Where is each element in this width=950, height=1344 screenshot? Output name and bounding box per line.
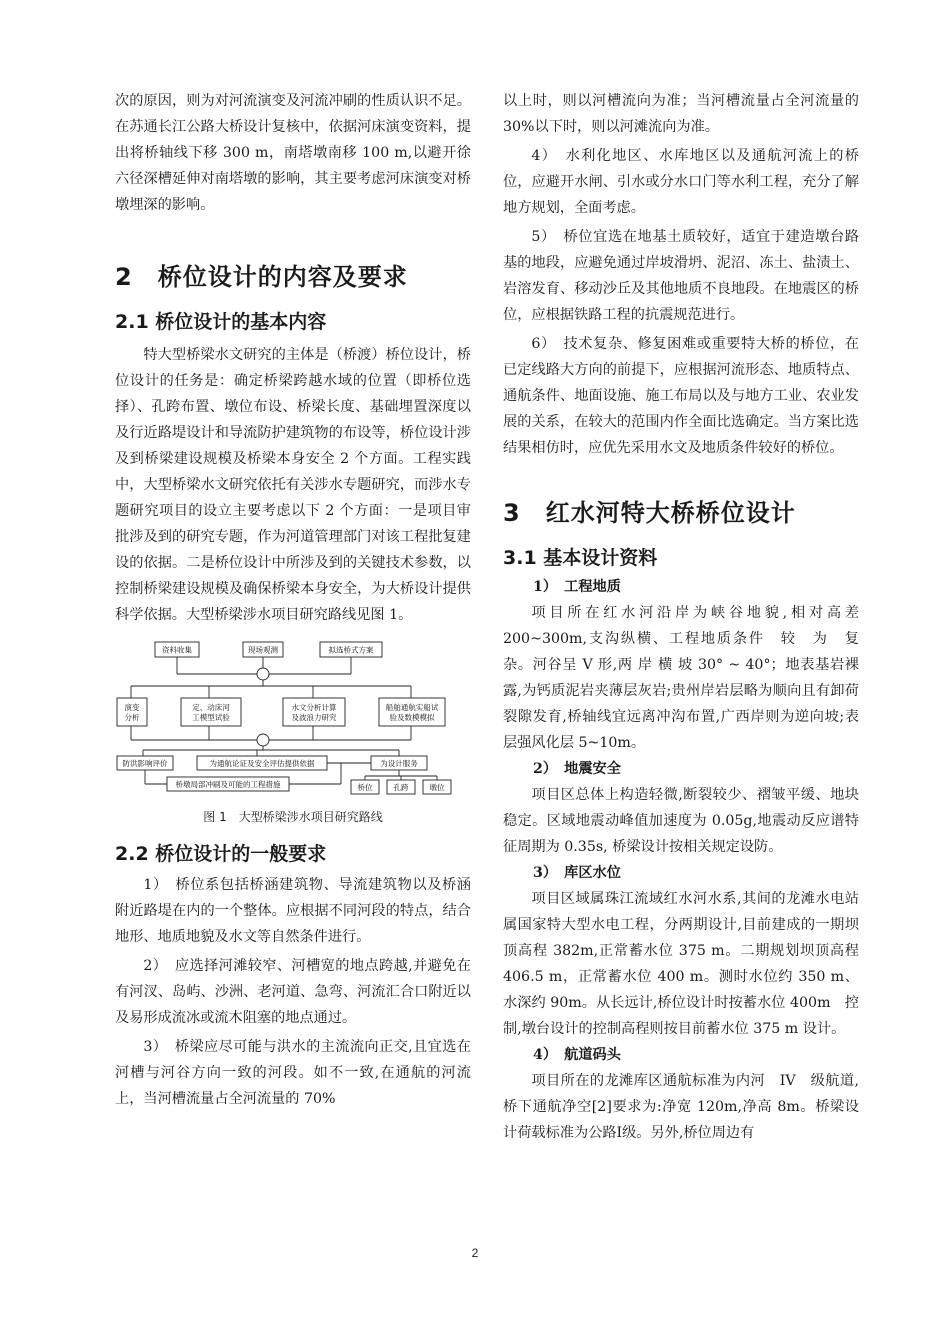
requirement-1: 1） 桥位系包括桥涵建筑物、导流建筑物以及桥涵附近路堤在内的一个整体。应根据不同河段的特点，结合地形、地质地貌及水文等自然条件进行。 — [115, 877, 471, 945]
intro-paragraph: 次的原因，则为对河流演变及河流冲刷的性质认识不足。在苏通长江公路大桥设计复核中，依据河床演变资料，提出将桥轴线下移 300 m，南塔墩南移 100 m,以避开徐六径深槽延伸对南塔墩的影响，其主要考虑河床演变对桥墩埋深的影响。 — [115, 93, 471, 213]
flow-text-mid-1: 演变分析 — [124, 703, 140, 722]
requirement-4: 4） 水利化地区、水库地区以及通航河流上的桥位，应避开水闸、引水或分水口门等水利工程，充分了解地方规划，全面考虑。 — [503, 148, 859, 216]
requirement-3: 3） 桥梁应尽可能与洪水的主流流向正交,且宜选在河槽与河谷方向一致的河段。如不一致,在通航的河流上，当河槽流量占全河流量的 70% — [115, 1039, 471, 1107]
flow-junction-1 — [257, 668, 269, 680]
figure-1-caption: 图 1 大型桥梁涉水项目研究路线 — [203, 810, 383, 824]
left-column — [115, 88, 471, 1112]
section-3-1-heading: 3.1 基本设计资料 — [503, 547, 658, 569]
flow-text-bottom-3: 为设计服务 — [380, 759, 418, 768]
flow-text-bottom-1: 防洪影响评价 — [122, 759, 168, 768]
item-1-text: 项目所在红水河沿岸为峡谷地貌,相对高差 200~300m,支沟纵横、工程地质条件 较 为 复 杂。河谷呈 V 形,两 岸 横 坡 30° ~ 40°；地表基岩裸露,为钙质泥岩夹薄层灰岩;贵州岸岩层略为顺向且有卸荷裂隙发育,桥轴线宜远离冲沟布置,广西岸则为逆向坡;表 层强风化层 5~10m。 — [503, 605, 874, 751]
flow-text-top-3: 拟选桥式方案 — [328, 645, 374, 655]
flow-text-mid-3: 水文分析计算及波浪力研究 — [291, 703, 337, 722]
flow-text-mid-2: 定、动床河工模型试验 — [192, 703, 230, 722]
section-3-heading: 3 红水河特大桥桥位设计 — [503, 499, 796, 527]
flowchart-svg — [115, 640, 471, 798]
flow-text-leaf-2: 孔跨 — [393, 783, 409, 792]
requirement-6: 6） 技术复杂、修复困难或重要特大桥的桥位，在已定线路大方向的前提下，应根据河流形态、地质特点、通航条件、地面设施、施工布局以及与地方工业、农业发展的关系，在较大的范围内作全面比选确定。当方案比选结果相仿时，应优先采用水文及地质条件较好的桥位。 — [503, 336, 859, 456]
research-route-diagram — [115, 640, 471, 798]
flow-text-top-1: 资料收集 — [162, 645, 192, 655]
item-3-heading: 3） 库区水位 — [533, 865, 621, 881]
flow-text-bottom-2: 为通航论证及安全评估提供依据 — [209, 759, 315, 768]
requirement-3-continued: 以上时，则以河槽流向为准；当河槽流量占全河流量的 30%以下时，则以河滩流向为准。 — [503, 93, 859, 135]
requirement-5: 5） 桥位宜选在地基土质较好，适宜于建造墩台路基的地段，应避免通过岸坡滑坍、泥沼、冻土、盐渍土、岩溶发育、移动沙丘及其他地质不良地段。在地震区的桥位，应根据铁路工程的抗震规范进行。 — [503, 229, 859, 323]
flow-junction-2 — [257, 734, 269, 746]
item-3-text: 项目区域属珠江流域红水河水系,其间的龙滩水电站属国家特大型水电工程，分两期设计,目前建成的一期坝顶高程 382m,正常蓄水位 375 m。二期规划坝顶高程 406.5 m，正常蓄水位 400 m。测时水位约 350 m、水深约 90m。从长远计,桥位设计时按蓄水位 400m 控制,墩台设计的控制高程则按目前蓄水位 375 m 设计。 — [503, 891, 874, 1037]
item-1-heading: 1） 工程地质 — [533, 579, 621, 595]
item-2-text: 项目区总体上构造轻微,断裂较少、褶皱平缓、地块稳定。区域地震动峰值加速度为 0.05g,地震动反应谱特征周期为 0.35s, 桥梁设计按相关规定设防。 — [503, 787, 859, 855]
right-column — [503, 88, 874, 1146]
flow-text-leaf-3: 墩位 — [429, 783, 445, 792]
flow-text-top-2: 现场观测 — [248, 645, 278, 655]
flow-text-leaf-1: 桥位 — [357, 783, 373, 792]
item-4-text: 项目所在的龙滩库区通航标准为内河 IV 级航道,桥下通航净空[2]要求为:净宽 120m,净高 8m。桥梁设计荷载标准为公路Ⅰ级。另外,桥位周边有 — [503, 1073, 859, 1141]
section-2-2-heading: 2.2 桥位设计的一般要求 — [115, 843, 327, 865]
section-2-1-heading: 2.1 桥位设计的基本内容 — [115, 311, 327, 333]
item-2-heading: 2） 地震安全 — [533, 761, 621, 777]
section-2-heading: 2 桥位设计的内容及要求 — [115, 263, 408, 291]
page-number: 2 — [471, 1246, 479, 1260]
flow-text-mid-4: 船舶通航实船试验及数模模拟 — [385, 703, 439, 722]
figure-1 — [115, 640, 471, 826]
requirement-2: 2） 应选择河滩较窄、河槽宽的地点跨越,并避免在有河汊、岛屿、沙洲、老河道、急弯、河流汇合口附近以及易形成流冰或流木阻塞的地点通过。 — [115, 958, 471, 1026]
item-4-heading: 4） 航道码头 — [533, 1047, 621, 1063]
section-2-1-paragraph: 特大型桥梁水文研究的主体是（桥渡）桥位设计，桥位设计的任务是：确定桥梁跨越水域的位置（即桥位选择）、孔跨布置、墩位布设、桥梁长度、基础埋置深度以及行近路堤设计和导流防护建筑物的布设等，桥位设计涉及到桥梁建设规模及桥梁本身安全 2 个方面。工程实践中，大型桥梁水文研究依托有关涉水专题研究，而涉水专题研究项目的设立主要考虑以下 2 个方面：一是项目审批涉及到的研究专题，作为河道管理部门对该工程批复建设的依据。二是桥位设计中所涉及到的关键技术参数，以控制桥梁建设规模及确保桥梁本身安全，为大桥设计提供科学依据。大型桥梁涉水项目研究路线见图 1。 — [115, 347, 471, 623]
flow-text-base: 桥墩局部冲刷及可能的工程措施 — [175, 780, 281, 789]
